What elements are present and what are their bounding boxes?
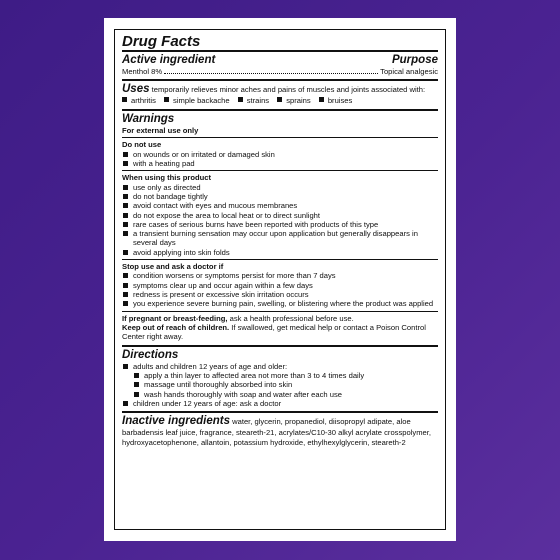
list-item: avoid applying into skin folds [122,248,438,257]
bullet-square-icon [123,185,128,190]
do-not-use-heading: Do not use [122,140,162,150]
active-ingredient-heading: Active ingredient [122,54,216,66]
bullet-square-icon [123,161,128,166]
active-header-row [122,54,438,67]
title-divider [122,50,438,52]
bullet-square-icon [123,273,128,278]
list-item: use only as directed [122,183,438,192]
title-section [122,33,438,52]
bullet-square-icon [123,292,128,297]
list-item: redness is present or excessive skin irritation occurs [122,290,438,299]
list-item: children under 12 years of age: ask a doctor [122,399,438,408]
drug-facts-title: Drug Facts [122,33,201,50]
list-item: on wounds or on irritated or damaged skin [122,150,438,159]
bullet-square-icon [134,382,139,387]
uses-intro: temporarily relieves minor aches and pains of muscles and joints associated with: [151,85,426,95]
stop-use-heading: Stop use and ask a doctor if [122,262,224,271]
list-item: condition worsens or symptoms persist for more than 7 days [122,271,438,280]
bullet-square-icon [123,152,128,157]
list-item: apply a thin layer to affected area not more than 3 to 4 times daily [122,371,438,380]
bullet-square-icon [277,97,282,102]
bullet-square-icon [123,301,128,306]
bullet-square-icon [134,373,139,378]
inactive-ingredients-section [122,413,438,450]
list-item: you experience severe burning pain, swelling, or blistering where the product was applied [122,299,438,308]
bullet-square-icon [123,194,128,199]
warnings-section [122,111,438,347]
bullet-square-icon [319,97,324,102]
active-ingredient-row [122,67,438,76]
list-item: rare cases of serious burns have been reported with products of this type [122,220,438,229]
list-item: with a heating pad [122,159,438,168]
purpose-heading: Purpose [391,54,438,66]
bullet-square-icon [164,97,169,102]
when-using-heading: When using this product [122,173,212,183]
bullet-square-icon [123,231,128,236]
drug-facts-card [104,18,456,541]
bullet-square-icon [123,283,128,288]
list-item: a transient burning sensation may occur upon application but generally disappears in several days [122,229,438,248]
inactive-ingredients-heading: Inactive ingredients [122,415,231,428]
bullet-square-icon [123,364,128,369]
keep-out-text: If swallowed, get medical help or contact a Poison Control Center right away. [122,323,426,342]
drug-facts-panel [114,29,446,530]
list-item: avoid contact with eyes and mucous membranes [122,201,438,210]
directions-section [122,347,438,413]
list-item: massage until thoroughly absorbed into skin [122,380,438,389]
uses-item: sprains [277,96,310,105]
bullet-square-icon [123,401,128,406]
pregnancy-warning [122,311,438,323]
inactive-ingredients-text: water, glycerin, propanediol, diisopropyl adipate, aloe barbadensis leaf juice, fragrance, steareth-21, acrylates/C10-30 alkyl acrylate crosspolymer, hydroxyacetophenone, allantoin, potassium hydroxide, ethylhexylglycerin, steareth-2 [122,417,431,447]
directions-heading: Directions [122,348,179,361]
dot-leader [164,73,378,74]
inactive-ingredients-line [122,415,438,447]
keep-out-warning [122,323,438,342]
uses-item: bruises [319,96,352,105]
bullet-square-icon [123,213,128,218]
uses-heading: Uses [122,83,150,96]
bullet-square-icon [123,250,128,255]
list-item: symptoms clear up and occur again within a few days [122,281,438,290]
uses-items-row [122,96,438,105]
bullet-square-icon [123,203,128,208]
bullet-square-icon [123,222,128,227]
uses-item: strains [238,96,269,105]
bullet-square-icon [238,97,243,102]
external-use-only: For external use only [122,125,199,135]
pregnancy-text: ask a health professional before use. [229,313,354,323]
keep-out-bold: Keep out of reach of children. [122,323,230,332]
warnings-heading: Warnings [122,112,175,125]
when-using-block [122,170,438,257]
uses-item: arthritis [122,96,156,105]
list-item: wash hands thoroughly with soap and water after each use [122,390,438,399]
active-ingredient-purpose: Topical analgesic [380,67,438,76]
list-item: do not expose the area to local heat or to direct sunlight [122,211,438,220]
do-not-use-block [122,137,438,168]
uses-section [122,81,438,110]
active-ingredient-section [122,54,438,81]
list-item: do not bandage tightly [122,192,438,201]
bullet-square-icon [122,97,127,102]
uses-item: simple backache [164,96,230,105]
pregnancy-bold: If pregnant or breast-feeding, [122,313,228,323]
active-ingredient-name: Menthol 8% [122,67,163,76]
bullet-square-icon [134,392,139,397]
stop-use-block [122,259,438,309]
uses-intro-line [122,83,438,96]
list-item: adults and children 12 years of age and older: [122,362,438,371]
